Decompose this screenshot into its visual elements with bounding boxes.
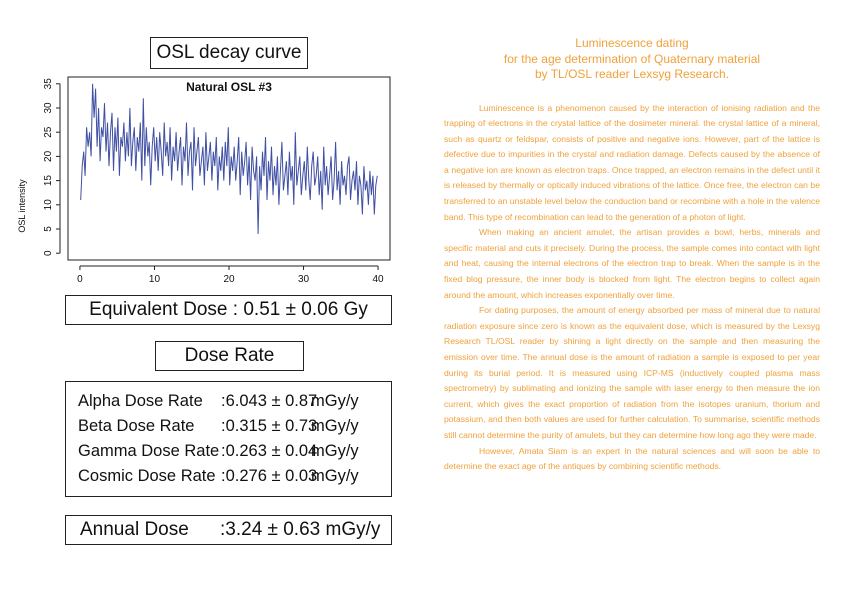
article-paragraph: When making an ancient amulet, the artisan provides a bowl, herbs, minerals and specific material and cuts it precisely. During the process, the sample comes into contact with light and heat, causing the internal electrons of the electron trap to break. When the sample is in the fixed blog pressure, the inner body is blocked from light. The electron begins to collect again around the amount, which increases exponentially over time. (444, 227, 820, 300)
annual-dose-box (65, 515, 392, 545)
dose-rate-name: Alpha Dose Rate (78, 392, 203, 410)
chart-title: Natural OSL #3 (186, 80, 272, 94)
dose-rate-value: :0.263 ± 0.04 (221, 442, 318, 460)
article-body (444, 101, 820, 475)
y-tick-label: 20 (43, 150, 54, 162)
y-tick-label: 35 (43, 78, 54, 90)
dose-rate-unit: mGy/y (311, 442, 359, 460)
osl-decay-curve-title (150, 37, 308, 69)
y-axis (43, 78, 60, 256)
article-heading (444, 36, 820, 83)
dose-rate-row-cosmic (78, 464, 391, 489)
dose-rate-unit: mGy/y (311, 392, 359, 410)
osl-chart (14, 72, 394, 288)
dose-rate-value: :6.043 ± 0.87 (221, 392, 318, 410)
article-heading-line: by TL/OSL reader Lexsyg Research. (534, 67, 730, 81)
article-paragraph: However, Amata Siam is an expert in the natural sciences and will soon be able to determine the exact age of the antiques by combining scientific methods. (444, 445, 820, 472)
osl-chart-svg (14, 72, 394, 288)
dose-rate-value: :0.315 ± 0.73 (221, 417, 318, 435)
dose-rate-name: Cosmic Dose Rate (78, 467, 216, 485)
y-tick-label: 10 (43, 199, 54, 211)
y-tick-label: 5 (43, 226, 54, 232)
dose-rate-title (155, 341, 304, 371)
article-heading-line: for the age determination of Quaternary material (503, 51, 761, 66)
x-tick-label: 30 (297, 274, 310, 285)
dose-rate-row-alpha (78, 389, 391, 414)
equivalent-dose-value: 0.51 ± 0.06 Gy (243, 299, 368, 320)
article-paragraph: Luminescence is a phenomenon caused by the interaction of ionising radiation and the trapping of electrons in the crystal lattice of the dosimeter mineral. the crystal lattice of a mineral, such as quartz or feldspar, consists of positive and negative ions. However, part of the lattice is defective due to impurities in the crystal and radiation damage. Defects caused by the absence of a negative ion are known as electron traps. Once trapped, an electron remains in the defect until it is released by thermally or optically induced vibrations of the lattice. Once free, the electron can be transferred to an unstable level below the conduction band or recombine with a hole in the valence band. This type of recombination can lead to the generation of a photon of light. (444, 102, 820, 222)
dose-rate-value: :0.276 ± 0.03 (221, 467, 318, 485)
y-tick-label: 25 (43, 126, 54, 138)
y-tick-label: 0 (43, 250, 54, 257)
equivalent-dose-label: Equivalent Dose : (89, 299, 244, 320)
chart-y-axis-label: OSL intensity (17, 179, 27, 233)
dose-rate-unit: mGy/y (311, 417, 359, 435)
annual-dose-label: Annual Dose (80, 519, 189, 540)
dose-rate-unit: mGy/y (311, 467, 359, 485)
dose-rate-title-text: Dose Rate (184, 345, 275, 366)
y-tick-label: 15 (43, 175, 54, 187)
article (444, 36, 820, 475)
x-tick-label: 0 (77, 274, 83, 285)
x-tick-label: 10 (148, 274, 161, 285)
annual-dose-value: :3.24 ± 0.63 mGy/y (220, 519, 381, 540)
dose-rates-box (65, 381, 392, 497)
x-axis (77, 266, 384, 285)
article-paragraph: For dating purposes, the amount of energy absorbed per mass of mineral due to natural radiation exposure since zero is known as the equivalent dose, which is measured by the Lexsyg Research TL/OSL reader by shining a light directly on the sample and then measuring the emission over time. The annual dose is the amount of radiation a sample is exposed to per year during its burial period. It is measured using ICP-MS (inductively coupled plasma mass spectrometry) by sublimating and ionizing the sample with laser energy to then measure the ion current, which gives the exact proportion of radiation from the isotopes uranium, thorium and potassium, and then both values are used for further calculation. To summarise, scientific methods still cannot determine the purity of amulets, but they can determine how long ago they were made. (444, 305, 820, 440)
dose-rate-row-gamma (78, 439, 391, 464)
dose-rate-name: Beta Dose Rate (78, 417, 195, 435)
equivalent-dose-box (65, 295, 392, 325)
y-tick-label: 30 (43, 102, 54, 114)
x-tick-label: 40 (372, 274, 384, 285)
x-tick-label: 20 (223, 274, 235, 285)
dose-rate-row-beta (78, 414, 391, 439)
osl-title-text: OSL decay curve (156, 42, 302, 63)
article-heading-line: Luminescence dating (575, 36, 689, 50)
dose-rate-name: Gamma Dose Rate (78, 442, 220, 460)
